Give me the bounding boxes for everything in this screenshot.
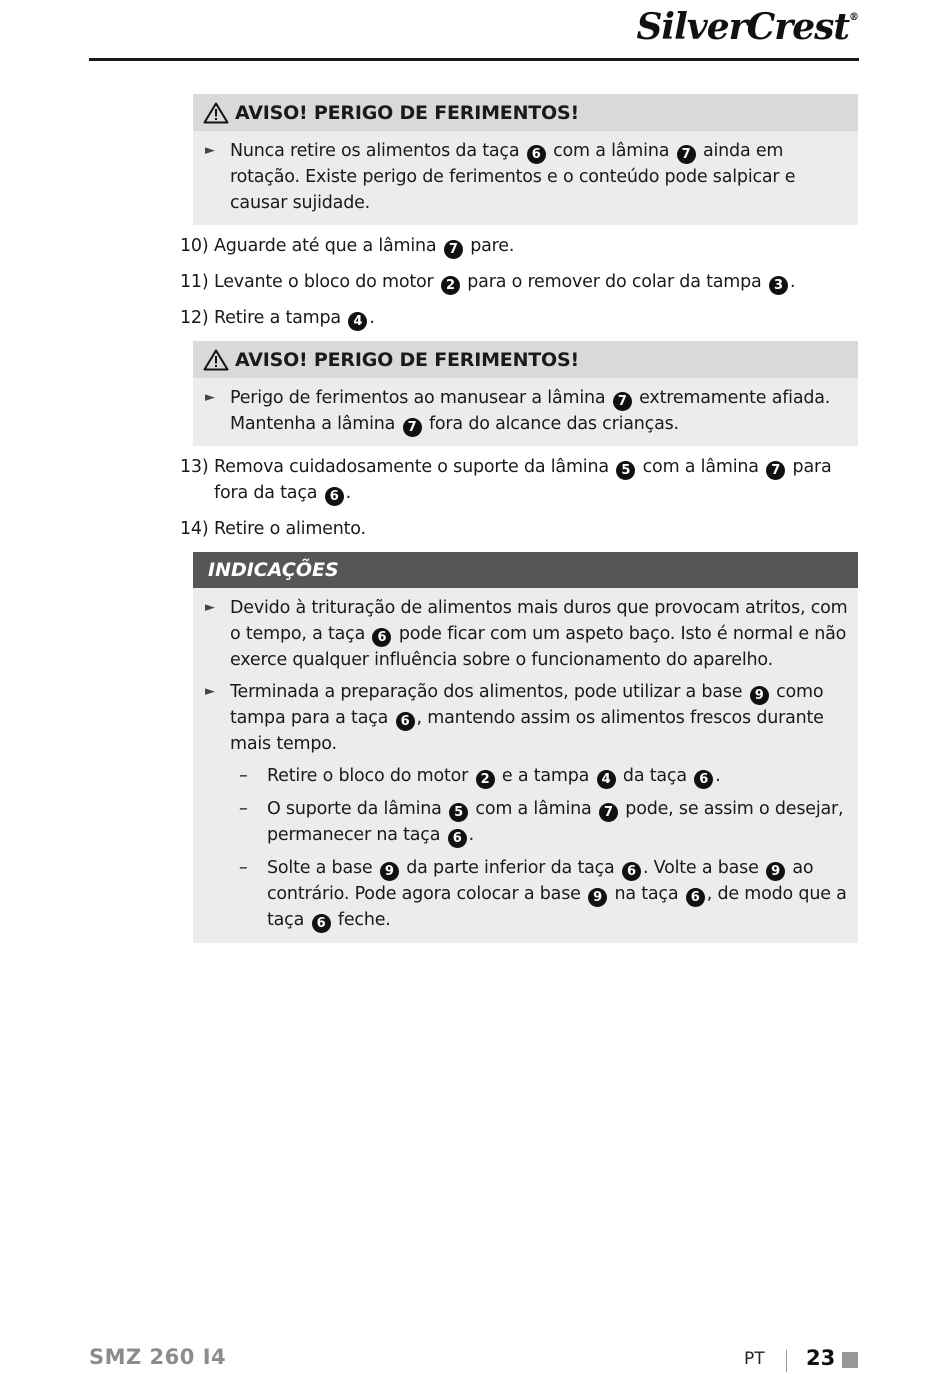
footer-model: SMZ 260 I4 [89, 1345, 227, 1369]
arrow-bullet-icon: ► [205, 684, 215, 699]
ref-number-icon: 3 [769, 276, 788, 295]
ref-number-icon: 7 [599, 803, 618, 822]
ref-number-icon: 6 [686, 888, 705, 907]
warning-box-1 [193, 94, 858, 225]
ref-number-icon: 9 [750, 686, 769, 705]
ref-number-icon: 2 [476, 770, 495, 789]
footer-square-icon [842, 1352, 858, 1368]
ref-number-icon: 5 [616, 461, 635, 480]
dash-bullet-icon: – [239, 799, 248, 819]
warning-header-1 [193, 94, 858, 131]
arrow-bullet-icon: ► [205, 390, 215, 405]
brand-logo: SilverCrest® [636, 6, 858, 48]
ref-number-icon: 6 [312, 914, 331, 933]
page-content [0, 94, 950, 943]
ref-number-icon: 9 [380, 862, 399, 881]
ref-number-icon: 7 [677, 145, 696, 164]
notes-box [193, 552, 858, 943]
ref-number-icon: 9 [588, 888, 607, 907]
page-number: 23 [806, 1346, 836, 1370]
warning-triangle-icon [203, 102, 229, 124]
step-11: 11) Levante o bloco do motor 2 para o remover do colar da tampa 3 . [180, 272, 796, 293]
ref-number-icon: 6 [622, 862, 641, 881]
ref-number-icon: 7 [766, 461, 785, 480]
ref-number-icon: 6 [694, 770, 713, 789]
ref-number-icon: 4 [597, 770, 616, 789]
step-10: 10) Aguarde até que a lâmina 7 pare. [180, 236, 515, 257]
ref-number-icon: 6 [527, 145, 546, 164]
ref-number-icon: 9 [766, 862, 785, 881]
ref-number-icon: 2 [441, 276, 460, 295]
ref-number-icon: 7 [613, 392, 632, 411]
warning-title-1: AVISO! PERIGO DE FERIMENTOS! [235, 101, 579, 124]
notes-sub-3: – Solte a base 9 da parte inferior da taça 6 . Volte a base 9 ao contrário. Pode agora colocar a base 9 na taça 6 , de modo que a taça 6 feche. [203, 855, 848, 933]
ref-number-icon: 7 [403, 418, 422, 437]
notes-sub-1: – Retire o bloco do motor 2 e a tampa 4 da taça 6 . [203, 763, 848, 789]
warning-2-bullet: ► Perigo de ferimentos ao manusear a lâmina 7 extremamente afiada. Mantenha a lâmina 7 fora do alcance das crianças. [203, 385, 848, 437]
dash-bullet-icon: – [239, 858, 248, 878]
arrow-bullet-icon: ► [205, 143, 215, 158]
notes-title: INDICAÇÕES [208, 559, 339, 581]
footer-separator [786, 1350, 787, 1372]
warning-1-bullet: ► Nunca retire os alimentos da taça 6 com a lâmina 7 ainda em rotação. Existe perigo de ferimentos e o conteúdo pode salpicar e causar sujidade. [203, 138, 848, 216]
ref-number-icon: 6 [448, 829, 467, 848]
ref-number-icon: 6 [325, 487, 344, 506]
warning-triangle-icon [203, 349, 229, 371]
ref-number-icon: 4 [348, 312, 367, 331]
step-13: 13) Remova cuidadosamente o suporte da lâmina 5 com a lâmina 7 para fora da taça 6 . [180, 457, 832, 504]
notes-bullet-2: ► Terminada a preparação dos alimentos, pode utilizar a base 9 como tampa para a taça 6 , mantendo assim os alimentos frescos durante mais tempo. [203, 679, 848, 757]
step-12: 12) Retire a tampa 4 . [180, 308, 375, 329]
dash-bullet-icon: – [239, 766, 248, 786]
arrow-bullet-icon: ► [205, 600, 215, 615]
warning-box-2 [193, 341, 858, 446]
ref-number-icon: 7 [444, 240, 463, 259]
header-rule [89, 58, 859, 61]
footer-language: PT [744, 1349, 765, 1369]
notes-header [193, 552, 858, 588]
warning-title-2: AVISO! PERIGO DE FERIMENTOS! [235, 348, 579, 371]
notes-bullet-1: ► Devido à trituração de alimentos mais duros que provocam atritos, com o tempo, a taça 6 pode ficar com um aspeto baço. Isto é normal e não exerce qualquer influência sobre o funcionamento do aparelho. [203, 595, 848, 673]
ref-number-icon: 6 [372, 628, 391, 647]
notes-sub-2: – O suporte da lâmina 5 com a lâmina 7 pode, se assim o desejar, permanecer na taça 6 . [203, 796, 848, 848]
warning-header-2 [193, 341, 858, 378]
step-14: 14) Retire o alimento. [180, 519, 366, 539]
ref-number-icon: 6 [396, 712, 415, 731]
ref-number-icon: 5 [449, 803, 468, 822]
